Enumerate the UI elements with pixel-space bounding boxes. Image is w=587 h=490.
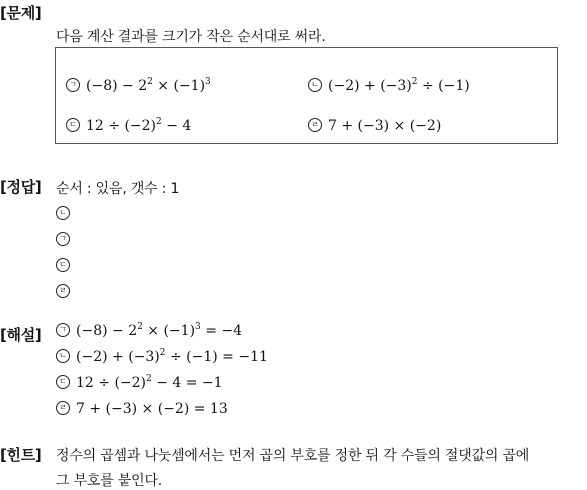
- choice-item: ㄴ $(-2) + (-3)^2 \div (-1)$: [308, 78, 470, 94]
- solution-line: ㄱ $(-8) - 2^2 \times (-1)^3 = -4$: [56, 323, 242, 339]
- solution-tag: [해설]: [0, 326, 42, 344]
- circled-mark-icon: ㄷ: [66, 118, 80, 132]
- circled-mark-icon: ㄴ: [56, 349, 70, 363]
- answer-tag: [정답]: [0, 178, 42, 196]
- circled-mark-icon: ㄷ: [56, 258, 70, 272]
- circled-mark-icon: ㄷ: [56, 375, 70, 389]
- choice-item: ㄱ $(-8) - 2^2 \times (-1)^3$: [66, 78, 211, 94]
- choice-item: ㄷ $12 \div (-2)^2 - 4$: [66, 118, 191, 134]
- circled-mark-icon: ㄹ: [56, 401, 70, 415]
- circled-mark-icon: ㄴ: [308, 78, 322, 92]
- circled-mark-icon: ㄱ: [56, 232, 70, 246]
- hint-tag: [힌트]: [0, 446, 42, 464]
- circled-mark-icon: ㄹ: [308, 118, 322, 132]
- choice-item: ㄹ 7 + (−3) × (−2): [308, 118, 441, 134]
- choices-box: [55, 47, 558, 144]
- circled-mark-icon: ㄱ: [56, 323, 70, 337]
- solution-line: ㄴ $(-2) + (-3)^2 \div (-1) = -11$: [56, 349, 268, 365]
- answer-order-item: [56, 255, 76, 274]
- solution-line: ㄷ $12 \div (-2)^2 - 4 = -1$: [56, 375, 223, 391]
- answer-order-item: [56, 203, 76, 222]
- hint-line-1: 정수의 곱셈과 나눗셈에서는 먼저 곱의 부호를 정한 뒤 각 수들의 절댓값의 곱에: [56, 448, 530, 464]
- problem-instruction: 다음 계산 결과를 크기가 작은 순서대로 써라.: [56, 29, 326, 45]
- hint-line-2: 그 부호를 붙인다.: [56, 473, 163, 489]
- solution-line: ㄹ 7 + (−3) × (−2) = 13: [56, 401, 228, 417]
- circled-mark-icon: ㄱ: [66, 78, 80, 92]
- circled-mark-icon: ㄴ: [56, 206, 70, 220]
- answer-summary: 순서 : 있음, 갯수 : 1: [56, 181, 180, 197]
- problem-tag: [문제]: [0, 4, 42, 22]
- answer-order-item: [56, 281, 76, 300]
- answer-order-item: [56, 229, 76, 248]
- circled-mark-icon: ㄹ: [56, 284, 70, 298]
